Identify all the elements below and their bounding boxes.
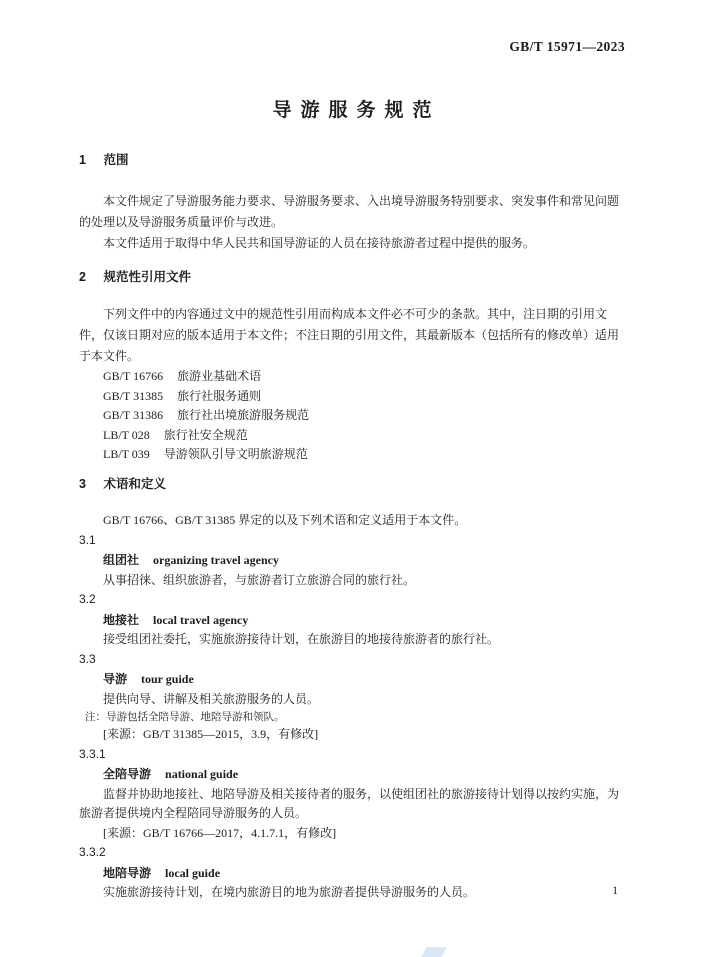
references-intro: 下列文件中的内容通过文中的规范性引用而构成本文件必不可少的条款。其中，注日期的引用文件，仅该日期对应的版本适用于本文件；不注日期的引用文件，其最新版本（包括所有的修改单）适用于本文件。 — [79, 307, 620, 363]
section-1-heading — [79, 153, 625, 167]
term-entry-3-1 — [79, 531, 625, 591]
term-number: 3.3 — [79, 651, 96, 666]
term-entry-3-3-2 — [79, 843, 625, 903]
reference-title: 旅行社出境旅游服务规范 — [177, 408, 310, 422]
term-english: local guide — [165, 865, 221, 880]
reference-item — [103, 426, 625, 446]
reference-item — [103, 367, 625, 387]
reference-list — [79, 367, 625, 465]
term-chinese: 地陪导游 — [103, 865, 152, 880]
term-number: 3.3.1 — [79, 746, 106, 761]
term-definition: 从事招徕、组织旅游者，与旅游者订立旅游合同的旅行社。 — [103, 572, 416, 587]
section-3-title: 术语和定义 — [103, 476, 166, 491]
section-2-title: 规范性引用文件 — [103, 270, 191, 284]
term-number: 3.2 — [79, 592, 96, 606]
term-entry-3-2 — [79, 590, 625, 650]
section-2-heading — [79, 270, 625, 284]
term-number: 3.3.2 — [79, 845, 106, 859]
reference-code: GB/T 16766 — [103, 369, 164, 383]
section-scope — [79, 153, 625, 254]
section-terms-definitions — [79, 477, 625, 903]
term-name-line — [103, 610, 625, 631]
term-definition: 实施旅游接待计划，在境内旅游目的地为旅游者提供导游服务的人员。 — [103, 885, 476, 899]
term-definition: 提供向导、讲解及相关旅游服务的人员。 — [103, 691, 320, 706]
term-name-line — [103, 863, 625, 884]
term-entry-3-3 — [79, 650, 625, 745]
document-title: 导游服务规范 — [272, 100, 441, 121]
section-2-number: 2 — [79, 270, 86, 284]
reference-title: 旅游业基础术语 — [177, 369, 262, 383]
reference-code: GB/T 31385 — [103, 388, 164, 403]
term-source: [来源：GB/T 31385—2015，3.9，有修改] — [103, 727, 319, 741]
scan-artifact — [421, 947, 446, 957]
term-chinese: 组团社 — [103, 553, 140, 567]
reference-item — [103, 406, 625, 426]
reference-title: 旅行社服务通则 — [177, 388, 262, 403]
section-1-number: 1 — [79, 153, 86, 167]
reference-code: GB/T 31386 — [103, 408, 164, 422]
term-name-line — [103, 669, 625, 690]
term-english: organizing travel agency — [153, 553, 279, 567]
standard-number: GB/T 15971—2023 — [509, 39, 625, 54]
reference-title: 导游领队引导文明旅游规范 — [163, 447, 308, 461]
term-source: [来源：GB/T 16766—2017，4.1.7.1，有修改] — [103, 825, 337, 840]
term-number: 3.1 — [79, 532, 96, 547]
page-number: 1 — [612, 885, 618, 897]
reference-item — [103, 445, 625, 465]
term-english: national guide — [165, 767, 239, 781]
scope-paragraph-1: 本文件规定了导游服务能力要求、导游服务要求、入出境导游服务特别要求、突发事件和常见问题的处理以及导游服务质量评价与改进。 — [79, 194, 620, 229]
scope-paragraph-2: 本文件适用于取得中华人民共和国导游证的人员在接待旅游者过程中提供的服务。 — [103, 236, 536, 250]
reference-title: 旅行社安全规范 — [163, 427, 248, 442]
reference-code: LB/T 028 — [103, 427, 150, 442]
reference-code: LB/T 039 — [103, 447, 150, 461]
reference-item — [103, 387, 625, 407]
term-chinese: 地接社 — [103, 612, 140, 627]
term-definition: 监督并协助地接社、地陪导游及相关接待者的服务，以使组团社的旅游接待计划得以按约实施，为旅游者提供境内全程陪同导游服务的人员。 — [79, 786, 620, 820]
section-normative-references — [79, 270, 625, 465]
term-chinese: 全陪导游 — [103, 767, 152, 781]
section-1-title: 范围 — [103, 153, 129, 167]
term-note: 注：导游包括全陪导游、地陪导游和领队。 — [85, 712, 285, 723]
term-name-line — [103, 764, 625, 785]
term-english: tour guide — [141, 672, 194, 686]
term-name-line — [103, 550, 625, 571]
terms-intro: GB/T 16766、GB/T 31385 界定的以及下列术语和定义适用于本文件。 — [103, 512, 467, 527]
term-chinese: 导游 — [103, 672, 128, 686]
term-entry-3-3-1 — [79, 745, 625, 844]
term-english: local travel agency — [153, 612, 249, 627]
section-3-heading — [79, 477, 625, 491]
term-definition: 接受组团社委托，实施旅游接待计划，在旅游目的地接待旅游者的旅行社。 — [103, 632, 500, 646]
section-3-number: 3 — [79, 476, 86, 491]
